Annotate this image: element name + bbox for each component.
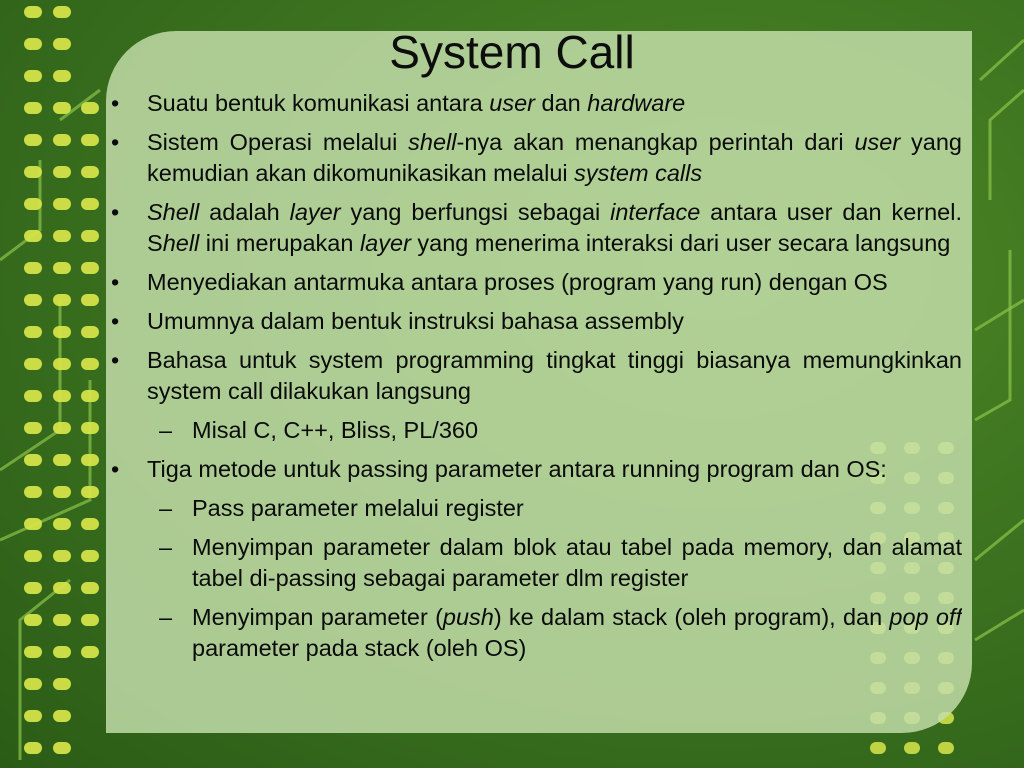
circuit-dot: [24, 582, 42, 594]
circuit-dot: [81, 646, 99, 658]
circuit-dot: [53, 6, 71, 18]
bullet-marker-icon: •: [111, 456, 120, 482]
circuit-dot: [24, 614, 42, 626]
text-run: parameter pada stack (oleh OS): [192, 635, 527, 661]
text-run: Menyimpan parameter dalam blok atau tabel pada memory, dan alamat tabel di-passing sebagai parameter dlm register: [192, 534, 962, 591]
sub-bullet-item: [106, 493, 962, 524]
bullet-text: [147, 88, 962, 119]
circuit-dot: [24, 38, 42, 50]
circuit-dot: [81, 518, 99, 530]
italic-text-run: layer: [359, 230, 411, 256]
circuit-dot: [24, 198, 42, 210]
circuit-dot: [81, 614, 99, 626]
bullet-marker-icon: •: [111, 308, 120, 334]
circuit-dot: [81, 550, 99, 562]
bullet-text: [192, 532, 962, 594]
circuit-dot: [53, 262, 71, 274]
circuit-dot: [53, 614, 71, 626]
text-run: antara user dan kernel. S: [147, 199, 962, 256]
italic-text-run: hell: [162, 230, 200, 256]
bullet-marker-icon: •: [111, 347, 120, 373]
text-run: dan: [534, 90, 588, 116]
circuit-dot: [24, 518, 42, 530]
circuit-dot: [24, 710, 42, 722]
text-run: Pass parameter melalui register: [192, 495, 524, 521]
circuit-dot: [24, 166, 42, 178]
circuit-dot: [53, 678, 71, 690]
circuit-dot: [53, 102, 71, 114]
circuit-trace: [20, 580, 70, 760]
circuit-dot: [81, 198, 99, 210]
text-run: Misal C, C++, Bliss, PL/360: [192, 417, 479, 443]
circuit-dot: [53, 454, 71, 466]
slide-title: System Call: [389, 26, 635, 78]
circuit-dot: [81, 422, 99, 434]
circuit-dot: [24, 550, 42, 562]
circuit-dot: [81, 294, 99, 306]
circuit-dot: [24, 422, 42, 434]
italic-text-run: system calls: [574, 160, 703, 186]
circuit-dot: [81, 230, 99, 242]
dash-marker-icon: –: [159, 534, 173, 560]
circuit-dot: [53, 390, 71, 402]
circuit-dot: [24, 70, 42, 82]
circuit-dot: [81, 358, 99, 370]
circuit-dot: [53, 38, 71, 50]
bullet-marker-icon: •: [111, 129, 120, 155]
circuit-dot: [24, 390, 42, 402]
circuit-dot: [24, 102, 42, 114]
circuit-dot: [81, 262, 99, 274]
italic-text-run: user: [854, 129, 901, 155]
bullet-text: [192, 602, 962, 664]
dash-marker-icon: –: [159, 417, 173, 443]
bullet-item: [106, 127, 962, 189]
text-run: -nya akan menangkap perintah dari: [456, 129, 855, 155]
dash-marker-icon: –: [159, 604, 173, 630]
text-run: Umumnya dalam bentuk instruksi bahasa assembly: [147, 308, 684, 334]
circuit-dot: [81, 390, 99, 402]
circuit-dot: [53, 742, 71, 754]
text-run: yang berfungsi sebagai: [340, 199, 611, 225]
circuit-dot: [24, 358, 42, 370]
circuit-dot: [81, 166, 99, 178]
circuit-trace: [990, 90, 1024, 200]
dash-marker-icon: –: [159, 495, 173, 521]
circuit-dot: [53, 358, 71, 370]
sub-bullet-item: [106, 602, 962, 664]
text-run: ini merupakan: [199, 230, 360, 256]
circuit-dot: [24, 230, 42, 242]
bullet-item: [106, 454, 962, 485]
italic-text-run: layer: [289, 199, 341, 225]
circuit-dot: [24, 486, 42, 498]
italic-text-run: shell: [408, 129, 457, 155]
text-run: Tiga metode untuk passing parameter antara running program dan OS:: [147, 456, 887, 482]
circuit-dot: [53, 710, 71, 722]
italic-text-run: interface: [610, 199, 701, 225]
circuit-dot: [53, 70, 71, 82]
bullet-text: [192, 415, 962, 446]
text-run: yang kemudian akan dikomunikasikan melalui: [147, 129, 962, 186]
circuit-trace: [980, 40, 1024, 80]
circuit-dot: [53, 326, 71, 338]
bullet-marker-icon: •: [111, 269, 120, 295]
text-run: Bahasa untuk system programming tingkat tinggi biasanya memungkinkan system call dilakukan langsung: [147, 347, 962, 404]
sub-bullet-item: [106, 415, 962, 446]
italic-text-run: pop off: [889, 604, 962, 630]
circuit-dot: [81, 454, 99, 466]
circuit-dot: [81, 326, 99, 338]
bullet-marker-icon: •: [111, 90, 120, 116]
circuit-dot: [24, 6, 42, 18]
circuit-dot: [53, 518, 71, 530]
bullet-text: [147, 306, 962, 337]
circuit-dot: [53, 486, 71, 498]
circuit-trace: [0, 300, 60, 470]
bullet-marker-icon: •: [111, 199, 120, 225]
italic-text-run: user: [489, 90, 535, 116]
circuit-dot: [24, 294, 42, 306]
circuit-dot: [81, 102, 99, 114]
bullet-text: [147, 345, 962, 407]
circuit-dot: [24, 678, 42, 690]
circuit-dot: [24, 262, 42, 274]
bullet-item: [106, 306, 962, 337]
circuit-dot: [24, 134, 42, 146]
text-run: yang menerima interaksi dari user secara langsung: [410, 230, 951, 256]
text-run: Menyimpan parameter (: [192, 604, 443, 630]
text-run: Suatu bentuk komunikasi antara: [147, 90, 490, 116]
circuit-dot: [24, 742, 42, 754]
bullet-item: [106, 345, 962, 407]
bullet-text: [147, 127, 962, 189]
bullet-item: [106, 88, 962, 119]
bullet-text: [147, 267, 962, 298]
circuit-dot: [24, 326, 42, 338]
text-run: ) ke dalam stack (oleh program), dan: [493, 604, 890, 630]
circuit-dot: [53, 230, 71, 242]
italic-text-run: Shell: [147, 199, 200, 225]
circuit-trace: [975, 250, 1010, 420]
circuit-dot: [81, 582, 99, 594]
circuit-dot: [53, 582, 71, 594]
italic-text-run: hardware: [587, 90, 686, 116]
circuit-dot: [81, 134, 99, 146]
circuit-dot: [53, 198, 71, 210]
text-run: adalah: [199, 199, 290, 225]
italic-text-run: push: [442, 604, 494, 630]
circuit-trace: [975, 520, 1024, 560]
circuit-dot: [53, 646, 71, 658]
circuit-dot: [24, 454, 42, 466]
circuit-dot: [53, 422, 71, 434]
circuit-dot: [81, 486, 99, 498]
circuit-dot: [53, 550, 71, 562]
text-run: Menyediakan antarmuka antara proses (program yang run) dengan OS: [147, 269, 888, 295]
circuit-trace: [975, 300, 1024, 330]
bullet-text: [147, 197, 962, 259]
bullet-item: [106, 267, 962, 298]
circuit-trace: [975, 610, 1024, 640]
bullet-item: [106, 197, 962, 259]
bullet-list: [106, 88, 962, 768]
circuit-dot: [24, 646, 42, 658]
circuit-dot: [53, 166, 71, 178]
circuit-dot: [53, 294, 71, 306]
bullet-text: [192, 493, 962, 524]
sub-bullet-item: [106, 532, 962, 594]
text-run: Sistem Operasi melalui: [147, 129, 409, 155]
bullet-text: [147, 454, 962, 485]
circuit-dot: [53, 134, 71, 146]
